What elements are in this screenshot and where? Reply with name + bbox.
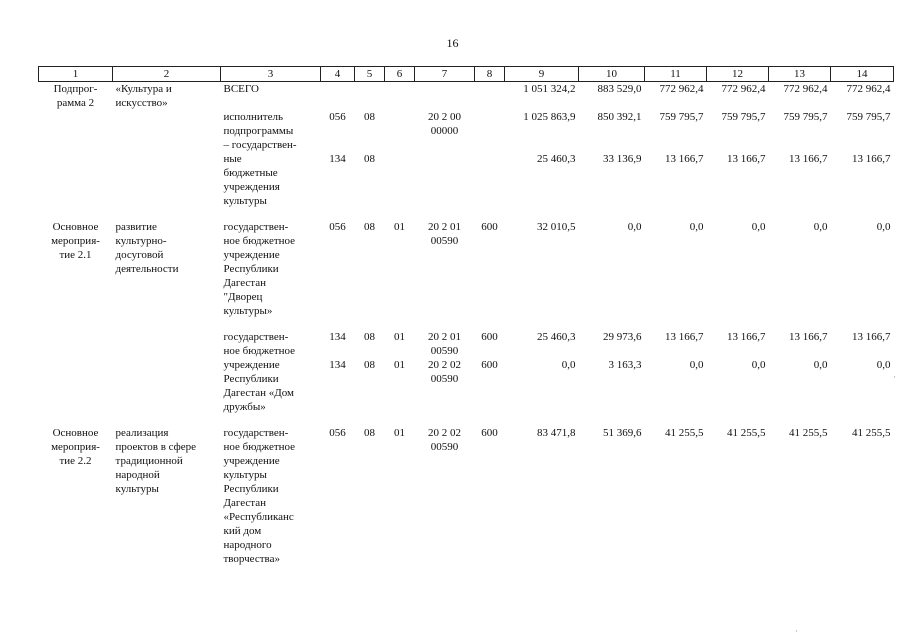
table-cell: 0,0	[813, 221, 828, 233]
table-cell: 13 166,7	[665, 331, 704, 343]
table-cell: 13 166,7	[789, 331, 828, 343]
column-header: 4	[321, 67, 355, 82]
table-row	[39, 330, 894, 358]
table-cell: 13 166,7	[727, 331, 766, 343]
table-cell	[415, 82, 475, 111]
table-cell: 08	[364, 221, 375, 233]
column-header: 3	[221, 67, 321, 82]
column-header: 5	[355, 67, 385, 82]
table-cell: 08	[364, 331, 375, 343]
table-cell: 056	[329, 111, 346, 123]
table-cell: 759 795,7	[659, 111, 704, 123]
table-cell	[355, 82, 385, 111]
table-cell: 83 471,8	[537, 427, 576, 439]
table-cell: 13 166,7	[727, 153, 766, 165]
table-cell: 0,0	[876, 221, 891, 233]
table-cell: 20 2 00 00000	[428, 111, 461, 137]
table-row	[39, 110, 894, 152]
table-cell: 600	[481, 427, 498, 439]
table-cell: 29 973,6	[603, 331, 642, 343]
column-header: 10	[579, 67, 645, 82]
column-header: 13	[769, 67, 831, 82]
column-header: 11	[645, 67, 707, 82]
table-cell: 1 025 863,9	[523, 111, 576, 123]
column-header: 1	[39, 67, 113, 82]
table-cell	[385, 82, 415, 111]
scan-mark: ·	[893, 372, 896, 382]
table-cell	[39, 358, 113, 414]
table-cell: 0,0	[876, 359, 891, 371]
spacer-row	[39, 318, 894, 330]
table-cell	[385, 110, 415, 152]
table-cell: 772 962,4	[659, 83, 704, 95]
table-cell	[113, 110, 221, 152]
table-cell: 056	[329, 427, 346, 439]
table-cell: развитие культурно- досуговой деятельности	[115, 221, 179, 275]
table-cell: государствен- ное бюджетное	[223, 331, 296, 357]
table-cell: 0,0	[561, 359, 576, 371]
column-header: 14	[831, 67, 894, 82]
table-cell: реализация проектов в сфере традиционной народной культуры	[115, 427, 197, 495]
table-row	[39, 152, 894, 208]
table-cell: 0,0	[627, 221, 642, 233]
column-header: 6	[385, 67, 415, 82]
table-cell	[113, 152, 221, 208]
header-row	[39, 67, 894, 82]
table-cell: 3 163,3	[608, 359, 642, 371]
table-cell	[475, 152, 505, 208]
table-cell: 0,0	[813, 359, 828, 371]
column-header: 7	[415, 67, 475, 82]
table-cell: 08	[364, 427, 375, 439]
table-cell: 51 369,6	[603, 427, 642, 439]
table-cell: Основное мероприя- тие 2.2	[51, 427, 100, 467]
table-row	[39, 220, 894, 318]
table-cell: 0,0	[689, 359, 704, 371]
column-header: 9	[505, 67, 579, 82]
table-cell: 41 255,5	[665, 427, 704, 439]
table-cell: 772 962,4	[721, 83, 766, 95]
table-cell	[113, 358, 221, 414]
table-cell: 056	[329, 221, 346, 233]
table-cell: 759 795,7	[721, 111, 766, 123]
table-cell: 0,0	[689, 221, 704, 233]
table-cell: 33 136,9	[603, 153, 642, 165]
table-cell: 759 795,7	[783, 111, 828, 123]
table-cell	[39, 152, 113, 208]
table-cell	[475, 82, 505, 111]
column-header: 2	[113, 67, 221, 82]
table-cell: ные бюджетные учреждения культуры	[223, 153, 280, 207]
column-header: 12	[707, 67, 769, 82]
table-cell: 20 2 02 00590	[428, 427, 461, 453]
table-cell: учреждение Республики Дагестан «Дом дружбы»	[223, 359, 295, 413]
budget-table	[38, 66, 894, 566]
table-cell: 08	[364, 153, 375, 165]
table-cell: государствен- ное бюджетное учреждение Республики Дагестан "Дворец культуры»	[223, 221, 296, 317]
table-cell: 0,0	[751, 359, 766, 371]
table-cell	[39, 110, 113, 152]
table-cell: 772 962,4	[783, 83, 828, 95]
table-cell: 134	[329, 153, 346, 165]
table-cell: 13 166,7	[665, 153, 704, 165]
table-cell: 13 166,7	[789, 153, 828, 165]
table-cell: ВСЕГО	[223, 83, 259, 95]
table-cell: 01	[394, 427, 405, 439]
table-cell: 772 962,4	[846, 83, 891, 95]
table-cell: 20 2 01 00590	[428, 221, 461, 247]
table-cell: Основное мероприя- тие 2.1	[51, 221, 100, 261]
table-cell: 20 2 01 00590	[428, 331, 461, 357]
table-cell	[39, 330, 113, 358]
table-cell: 600	[481, 359, 498, 371]
table-cell: государствен- ное бюджетное учреждение культуры Республики Дагестан «Республиканс кий дом народного творчества»	[223, 427, 296, 565]
table-cell: 32 010,5	[537, 221, 576, 233]
table-cell: Подпрог- рамма 2	[53, 83, 98, 109]
table-cell: 134	[329, 359, 346, 371]
table-cell: исполнитель подпрограммы – государствен-	[223, 111, 297, 151]
table-cell: 20 2 02 00590	[428, 359, 461, 385]
table-cell: 1 051 324,2	[523, 83, 576, 95]
table-cell: 134	[329, 331, 346, 343]
table-cell: 850 392,1	[597, 111, 642, 123]
table-cell	[475, 110, 505, 152]
table-cell: 01	[394, 359, 405, 371]
scan-mark: ·	[795, 626, 798, 636]
table-cell: 41 255,5	[852, 427, 891, 439]
table-cell	[321, 82, 355, 111]
page-number: 16	[446, 36, 459, 50]
table-cell: 41 255,5	[727, 427, 766, 439]
table-cell: 41 255,5	[789, 427, 828, 439]
table-cell: 08	[364, 111, 375, 123]
table-cell: 13 166,7	[852, 153, 891, 165]
table-cell: 600	[481, 221, 498, 233]
column-header: 8	[475, 67, 505, 82]
table-cell: 01	[394, 331, 405, 343]
table-body	[39, 82, 894, 567]
table-cell: 25 460,3	[537, 153, 576, 165]
table-row	[39, 82, 894, 111]
table-cell: 600	[481, 331, 498, 343]
table-cell	[385, 152, 415, 208]
table-row	[39, 426, 894, 566]
table-cell: 13 166,7	[852, 331, 891, 343]
table-cell: 883 529,0	[597, 83, 642, 95]
table-cell	[113, 330, 221, 358]
table-row	[39, 358, 894, 414]
table-cell	[415, 152, 475, 208]
table-cell: 0,0	[751, 221, 766, 233]
spacer-row	[39, 414, 894, 426]
table-cell: 25 460,3	[537, 331, 576, 343]
table-cell: «Культура и искусство»	[115, 83, 172, 109]
table-cell: 759 795,7	[846, 111, 891, 123]
table-cell: 01	[394, 221, 405, 233]
table-cell: 08	[364, 359, 375, 371]
spacer-row	[39, 208, 894, 220]
